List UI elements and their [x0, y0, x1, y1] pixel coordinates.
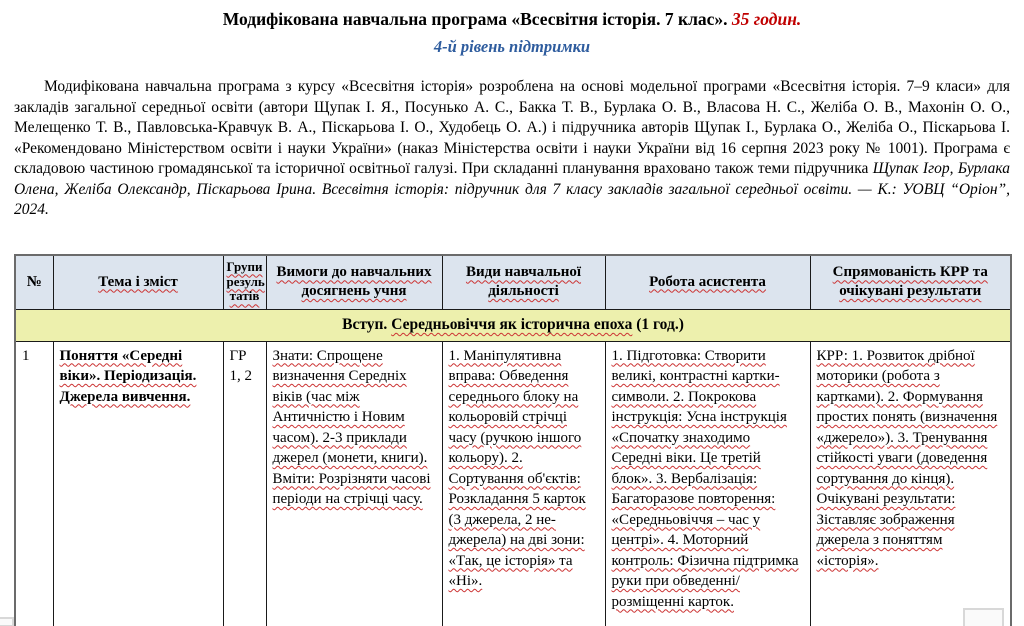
cell-topic	[53, 341, 223, 626]
section-prefix: Вступ.	[342, 316, 392, 333]
section-suffix: (1 год.)	[632, 316, 684, 333]
table-row	[15, 341, 1011, 626]
title-main: Модифікована навчальна програма «Всесвітня історія. 7 клас».	[222, 9, 728, 29]
header-krr-label: Спрямованість КРР та очікувані результати	[832, 264, 988, 299]
assistant-text: 1. Підготовка: Створити великі, контрастні картки-символи. 2. Покрокова інструкція: Усна інструкція «Спочатку знаходимо Середні віки. Це третій блок». 3. Вербалізація: Багаторазове повторення: «Середньовіччя – час у центрі». 4. Моторний контроль: Фізична підтримка руки при обведенні/розміщенні карток.	[611, 347, 799, 610]
header-number-label: №	[26, 273, 42, 290]
activities-text: 1. Маніпулятивна вправа: Обведення середнього блоку на кольоровій стрічці часу (ручкою іншого кольору). 2. Сортування об'єктів: Розкладання 5 карток (3 джерела, 2 не-джерела) на дві зони: «Так, це історія» та «Ні».	[448, 347, 586, 589]
intro-paragraph	[14, 77, 1010, 221]
table-header-row	[15, 255, 1011, 310]
header-result-groups-label: Групи резуль татів	[226, 258, 265, 304]
intro-citation: Щупак Ігор, Бурлака Олена, Желіба Олександр, Піскарьова Ірина. Всесвітня історія: підручник для 7 класу закладів загальної середньої освіти. — К.: УОВЦ “Оріон”, 2024.	[14, 160, 1010, 218]
header-activities	[442, 255, 605, 310]
section-underlined: Середньовіччя як історична епоха	[391, 316, 633, 333]
result-groups-text: ГР 1, 2	[229, 347, 252, 384]
header-assistant	[605, 255, 810, 310]
document-title	[10, 9, 1014, 30]
page-edge-artifact	[0, 617, 14, 626]
header-krr	[810, 255, 1011, 310]
cell-krr	[810, 341, 1011, 626]
krr-text: КРР: 1. Розвиток дрібної моторики (робота з картками). 2. Формування простих понять (визначення «джерело»). 3. Тренування стійкості уваги (доведення сортування до кінця). Очікувані результати: Зіставляє зображення джерела з поняттям «історія».	[816, 347, 998, 569]
topic-text: Поняття «Середні віки». Періодизація. Джерела вивчення.	[59, 347, 197, 405]
header-assistant-label: Робота асистента	[649, 273, 766, 290]
lesson-number: 1	[22, 347, 30, 364]
header-requirements-label: Вимоги до навчальних досягнень учня	[276, 264, 432, 299]
header-number	[15, 255, 53, 310]
header-topic	[53, 255, 223, 310]
cell-requirements	[266, 341, 442, 626]
cell-lesson-number	[15, 341, 53, 626]
section-title-row	[15, 309, 1011, 341]
title-hours: 35 годин.	[727, 9, 802, 29]
cell-assistant	[605, 341, 810, 626]
cell-result-groups	[223, 341, 266, 626]
header-activities-label: Види навчальної діяльності	[465, 264, 582, 299]
support-level-subtitle: 4-й рівень підтримки	[433, 37, 591, 56]
header-result-groups	[223, 255, 266, 310]
header-topic-label: Тема і зміст	[98, 273, 178, 290]
section-title-cell	[15, 309, 1011, 341]
intro-text: Модифікована навчальна програма з курсу «Всесвітня історія» розроблена на основі модельної програми «Всесвітня історія. 7–9 класи» для закладів загальної середньої освіти (автори Щупак І. Я., Посунько А. С., Бакка Т. В., Бурлака О. В., Власова Н. С., Желіба О. В., Махонін О. О., Мелещенко Т. В., Павловська-Кравчук В. А., Піскарьова І. О., Худобець О. А.) і підручника авторів Щупак І., Бурлака О., Желіба О., Піскарьова І. «Рекомендовано Міністерством освіти і науки України» (наказ Міністерства освіти і науки України від 16 серпня 2023 року № 1001). Програма є складовою частиною громадянської та історичної освітньої галузі. При складанні планування враховано також теми підручника	[14, 78, 1010, 177]
header-requirements	[266, 255, 442, 310]
page-corner-artifact	[963, 608, 1004, 626]
cell-activities	[442, 341, 605, 626]
program-table	[14, 254, 1012, 626]
requirements-text: Знати: Спрощене визначення Середніх віків (час між Античністю і Новим часом). 2-3 приклади джерел (монети, книги). Вміти: Розрізняти часові періоди на стрічці часу.	[272, 347, 431, 507]
